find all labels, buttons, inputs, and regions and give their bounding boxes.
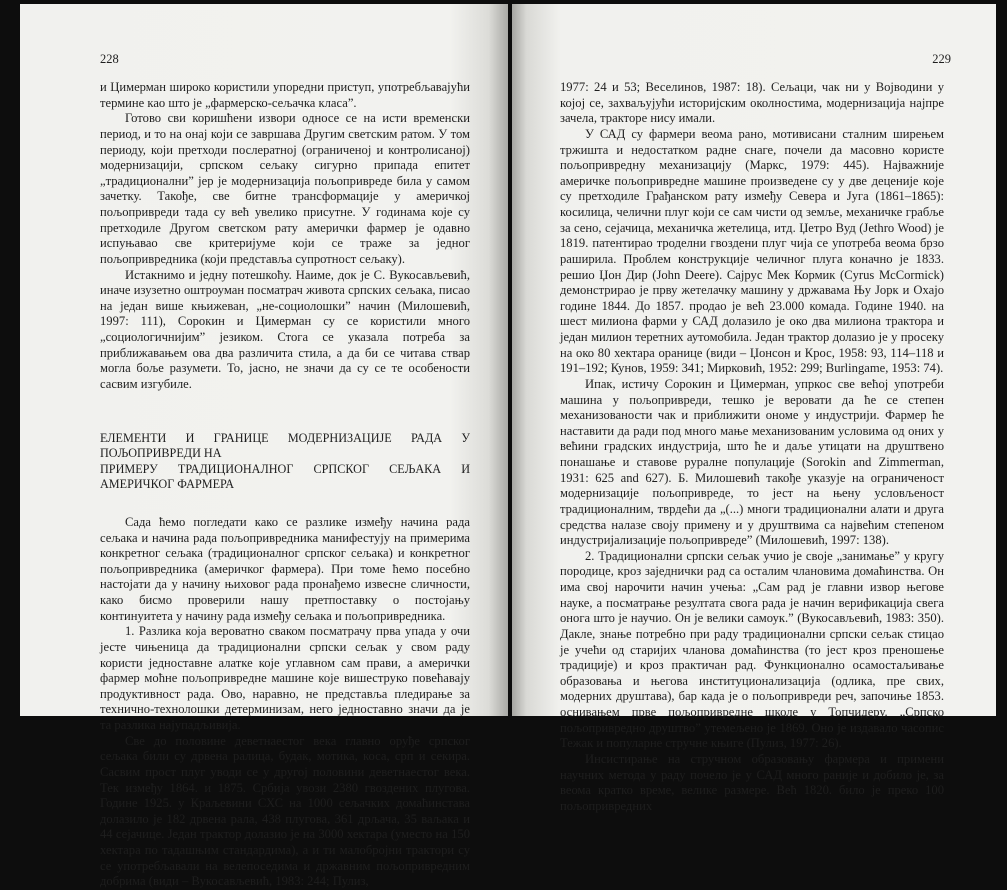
right-paragraph-1: 1977: 24 и 53; Веселинов, 1987: 18). Сељаци, чак ни у Војводини у којој се, захваљујући историјским околностима, модернизација најпре зачела, тракторе нису имали. xyxy=(560,80,944,126)
left-paragraph-3: Истакнимо и једну потешкоћу. Наиме, док је С. Вукосављевић, иначе изузетно оштроуман посматрач живота српских сељака, писао на један више књижеван, „не-социолошки” начин (Милошевић, 1997: 111), Сорокин и Цимерман су се користили много „социологичнијим” језиком. Стога се указала потреба за приближавањем ова два различита стила, а да би се читава ствар могла боље разумети. То, јасно, не значи да су се те особености сасвим изгубиле. xyxy=(100,267,470,391)
right-paragraph-4: 2. Традиционални српски сељак учио је своје „занимање” у кругу породице, кроз заједнички рад са осталим члановима домаћинства. Он има свој нарочити начин учења: „Сам рад је главни извор његове науке, а посматрање резултата свога рада је начин верификација свега онога што је научио. Он је велики самоук.” (Вукосављевић, 1983: 350). Дакле, знање потребно при раду традиционални српски сељак стицао је учећи од старијих чланова домаћинства (то јест кроз преношење традиције) и кроз практичан рад. Функционално осамостаљивање образовања и његова институционализација (одлика, пре свих, модерних друштава), бар када је о пољопривреди реч, започиње 1853. оснивањем прве пољопривредне школе у Топчидеру. „Српско пољопривредно друштво” утемељено је 1869. Оно је издавало часопис Тежак и популарне стручне књиге (Пулиз, 1977: 26). xyxy=(560,548,944,751)
left-paragraph-2: Готово сви коришћени извори односе се на исти временски период, и то на онај који се завршава Другим светским ратом. У том периоду, који претходи послератној (ограниченој и контролисаној) модернизацији, српском сељаку сигурно припада епитет „традиционални” јер је модернизација пољопривреде била у самом зачетку. Такође, све битне трансформације у америчкој пољопривреди тада су већ увелико присутне. У годинама које су претходиле Другом светском рату амерички фармер је одавно испуњавао све критеријуме који се траже за једног пољопривредника (који представља супротност сељаку). xyxy=(100,111,470,266)
left-paragraph-1: и Цимерман широко користили упоредни приступ, употребљавајући термине као што је „фармерско-сељачка класа”. xyxy=(100,80,470,110)
section-heading-line-1: ЕЛЕМЕНТИ И ГРАНИЦЕ МОДЕРНИЗАЦИЈЕ РАДА У ПОЉОПРИВРЕДИ НА xyxy=(100,430,470,461)
section-heading-line-2: ПРИМЕРУ ТРАДИЦИОНАЛНОГ СРПСКОГ СЕЉАКА И АМЕРИЧКОГ ФАРМЕРА xyxy=(100,461,470,492)
right-paragraph-5: Инсистирање на стручном образовању фармера и примени научних метода у раду почело је у САД много раније и добило је, за веома кратко време, велике размере. Већ 1820. било је преко 100 пољопривредних xyxy=(560,751,944,813)
left-page-number: 228 xyxy=(100,52,119,66)
left-paragraph-4: Сада ћемо погледати како се разлике између начина рада сељака и начина рада пољопривредника манифестују на примерима конкретног сељака (традиционалног српског сељака) и конкретног пољопривредника (америчког фармера). При томе ћемо посебно настојати да у начину њиховог рада пронађемо извесне сличности, како бисмо проверили нашу претпоставку о постојању континуитета у начину рада између сељака и пољопривредника. xyxy=(100,514,470,623)
left-paragraph-5: 1. Разлика која вероватно сваком посматрачу прва упада у очи јесте чињеница да традиционални српски сељак у свом раду користи једноставне алатке које углавном сам прави, а амерички фармер моћне пољопривредне машине које вишеструко повећавају продуктивност рада. Ово, наравно, не представља пледирање за технично-технолошки детерминизам, него једноставно значи да је та разлика најупадљивија. xyxy=(100,624,470,732)
section-heading xyxy=(100,431,470,493)
right-text-column xyxy=(560,80,944,814)
left-page xyxy=(20,4,508,889)
right-paragraph-3: Ипак, истичу Сорокин и Цимерман, упркос све већој употреби машина у пољопривреди, тешко је веровати да ће се степен механизованости чак и приближити ономе у индустрији. Фармер ће наставити да ради под много мање механизованим условима од оних у већини градских индустрија, што ће и даље утицати на друштвено понашање и ставове руралне популације (Sorokin and Zimmerman, 1931: 625 and 627). Б. Милошевић такође указује на ограниченост модернизације пољопривреде, то јест на њену условљеност традиционалним, тврдећи да „(...) многи традиционални алати и друга средства налазе своју примену и у друштвима са највећим степеном индустријализације пољопривреде” (Милошевић, 1997: 138). xyxy=(560,376,944,548)
left-text-column xyxy=(100,80,470,890)
left-paragraph-6: Све до половине деветнаестог века главно оруђе српског сељака били су дрвена ралица, будак, мотика, коса, срп и секира. Сасвим прост плуг уводи се у другој половини деветнаестог века. Тек између 1864. и 1875. Србија увози 2380 гвоздених плугова. Године 1925. у Краљевини СХС на 1000 сељачких домаћинстава долазило је 182 дрвена рала, 438 плугова, 361 дрљача, 35 ваљака и 44 сејачице. Један трактор долазио је на 3000 хектара (уместо на 150 хектара по тадашњим стандардима), а и ти малобројни трактори су се употребљавали на велепоседима и државним пољопривредним добрима (види – Вукосављевић, 1983: 244; Пулиз, xyxy=(100,733,470,889)
right-page xyxy=(512,4,996,813)
right-page-number: 229 xyxy=(932,52,951,66)
right-paragraph-2: У САД су фармери веома рано, мотивисани сталним ширењем тржишта и недостатком радне снаге, почели да масовно користе пољопривредну механизацију (Маркс, 1979: 445). Најважније америчке пољопривредне машине произведене су у две деценије које су претходиле Грађанском рату између Севера и Југа (1861–1865): косилица, челични плуг који се сам чисти од земље, механичке грабље за сено, сејачица, механичка жетелица, итд. Џетро Вуд (Jethro Wood) је 1819. патентирао троделни гвоздени плуг чија се употреба веома брзо раширила. Проблем конструкције челичног плуга коначно је 1833. решио Џон Дир (John Deere). Сајрус Мек Кормик (Cyrus McCormick) демонстрирао је прву жетелачку машину у државама Њу Јорк и Охајо године 1844. До 1857. продао је већ 23.000 комада. Године 1940. на шест милиона фарми у САД долазило је око два милиона трактора и један милион теретних аутомобила. Један трактор долазио је у просеку на око 80 хектара оранице (види – Џонсон и Крос, 1958: 93, 114–118 и 191–192; Кунов, 1959: 341; Мирковић, 1952: 299; Burlingame, 1953: 74). xyxy=(560,126,944,376)
